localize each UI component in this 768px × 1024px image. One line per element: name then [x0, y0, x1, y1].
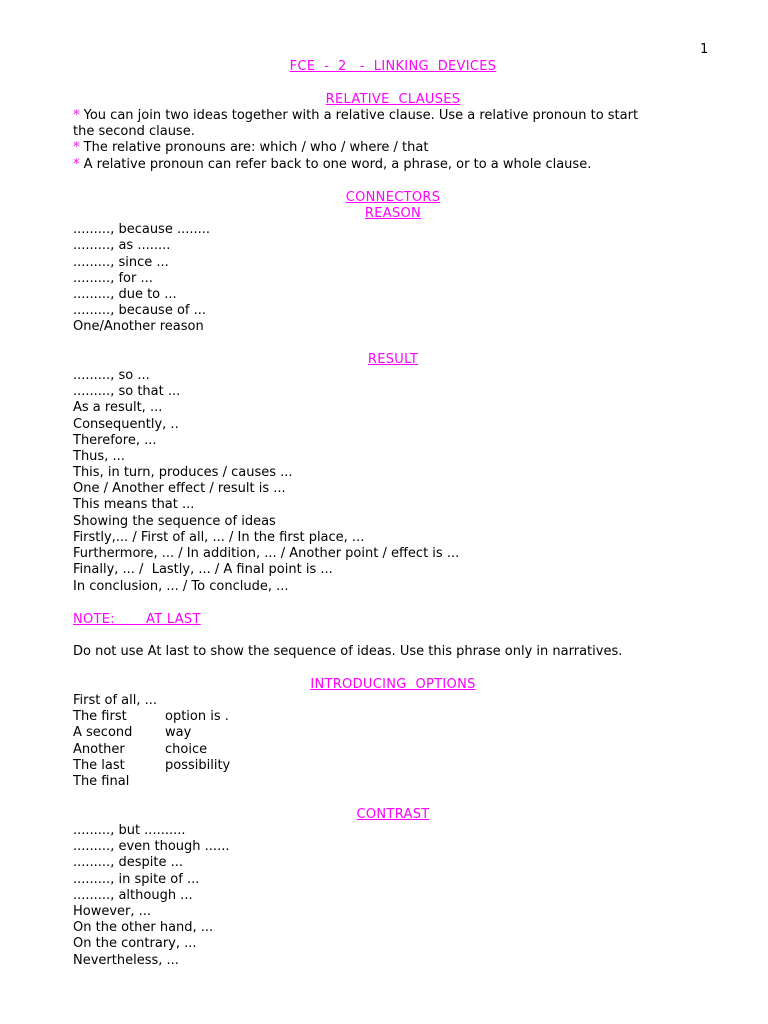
contrast-item: Nevertheless, ...: [73, 953, 179, 968]
options-row: [73, 709, 229, 725]
result-item: This means that ...: [73, 497, 195, 512]
options-row-a: Another: [73, 742, 125, 757]
result-item: As a result, ...: [73, 400, 163, 415]
reason-item: ........., because ........: [73, 222, 211, 237]
result-item: In conclusion, ... / To conclude, ...: [73, 579, 289, 594]
result-item: Finally, ... / Lastly, ... / A final point is ...: [73, 562, 333, 577]
options-row: [73, 774, 129, 790]
reason-heading: REASON: [364, 206, 422, 221]
contrast-item: ........., although ...: [73, 888, 193, 903]
reason-item: One/Another reason: [73, 319, 204, 334]
result-heading: RESULT: [367, 352, 419, 367]
result-item: Thus, ...: [73, 449, 125, 464]
result-item: Therefore, ...: [73, 433, 157, 448]
result-item: Showing the sequence of ideas: [73, 514, 276, 529]
note-text: Do not use At last to show the sequence of ideas. Use this phrase only in narratives.: [73, 644, 623, 659]
bullet-star: *: [73, 140, 80, 155]
options-row: [73, 725, 192, 741]
contrast-item: ........., despite ...: [73, 855, 183, 870]
reason-item: ........., for ...: [73, 271, 153, 286]
relative-line-2: [73, 140, 428, 156]
relative-line-1-text: You can join two ideas together with a relative clause. Use a relative pronoun to start: [79, 108, 639, 123]
bullet-star: *: [73, 108, 80, 123]
options-row-a: The first: [73, 709, 127, 724]
contrast-item: ........., in spite of ...: [73, 872, 200, 887]
reason-item: ........., due to ...: [73, 287, 177, 302]
relative-line-1: [73, 108, 638, 124]
page-title: FCE - 2 - LINKING DEVICES: [289, 59, 497, 74]
contrast-item: ........., but ..........: [73, 823, 186, 838]
contrast-item: On the contrary, ...: [73, 936, 197, 951]
result-item: Firstly,... / First of all, ... / In the first place, ...: [73, 530, 365, 545]
relative-clauses-heading: RELATIVE CLAUSES: [325, 92, 461, 107]
contrast-item: However, ...: [73, 904, 152, 919]
result-item: ........., so ...: [73, 368, 150, 383]
result-item: Consequently, ..: [73, 417, 179, 432]
connectors-heading: CONNECTORS: [345, 190, 441, 205]
relative-line-2-text: The relative pronouns are: which / who / where / that: [79, 140, 429, 155]
page-number: 1: [700, 42, 709, 57]
relative-line-1-cont: the second clause.: [73, 124, 195, 139]
bullet-star: *: [73, 157, 80, 172]
result-item: Furthermore, ... / In addition, ... / Another point / effect is ...: [73, 546, 460, 561]
note-heading: NOTE: AT LAST: [73, 612, 201, 627]
relative-line-3-text: A relative pronoun can refer back to one word, a phrase, or to a whole clause.: [79, 157, 592, 172]
result-item: ........., so that ...: [73, 384, 181, 399]
options-row-b: possibility: [165, 758, 231, 773]
options-row-a: The final: [73, 774, 130, 789]
options-heading: INTRODUCING OPTIONS: [310, 677, 476, 692]
reason-item: ........., because of ...: [73, 303, 207, 318]
contrast-item: On the other hand, ...: [73, 920, 214, 935]
reason-item: ........., since ...: [73, 255, 169, 270]
options-row-b: option is .: [165, 709, 229, 724]
result-item: This, in turn, produces / causes ...: [73, 465, 293, 480]
options-row: [73, 758, 231, 774]
relative-line-3: [73, 157, 591, 173]
options-row: [73, 742, 208, 758]
options-row-b: choice: [165, 742, 208, 757]
options-row-b: way: [165, 725, 192, 740]
result-item: One / Another effect / result is ...: [73, 481, 286, 496]
contrast-heading: CONTRAST: [356, 807, 430, 822]
options-row-a: A second: [73, 725, 133, 740]
contrast-item: ........., even though ......: [73, 839, 230, 854]
options-row-a: The last: [73, 758, 125, 773]
reason-item: ........., as ........: [73, 238, 171, 253]
options-first: First of all, ...: [73, 693, 158, 708]
